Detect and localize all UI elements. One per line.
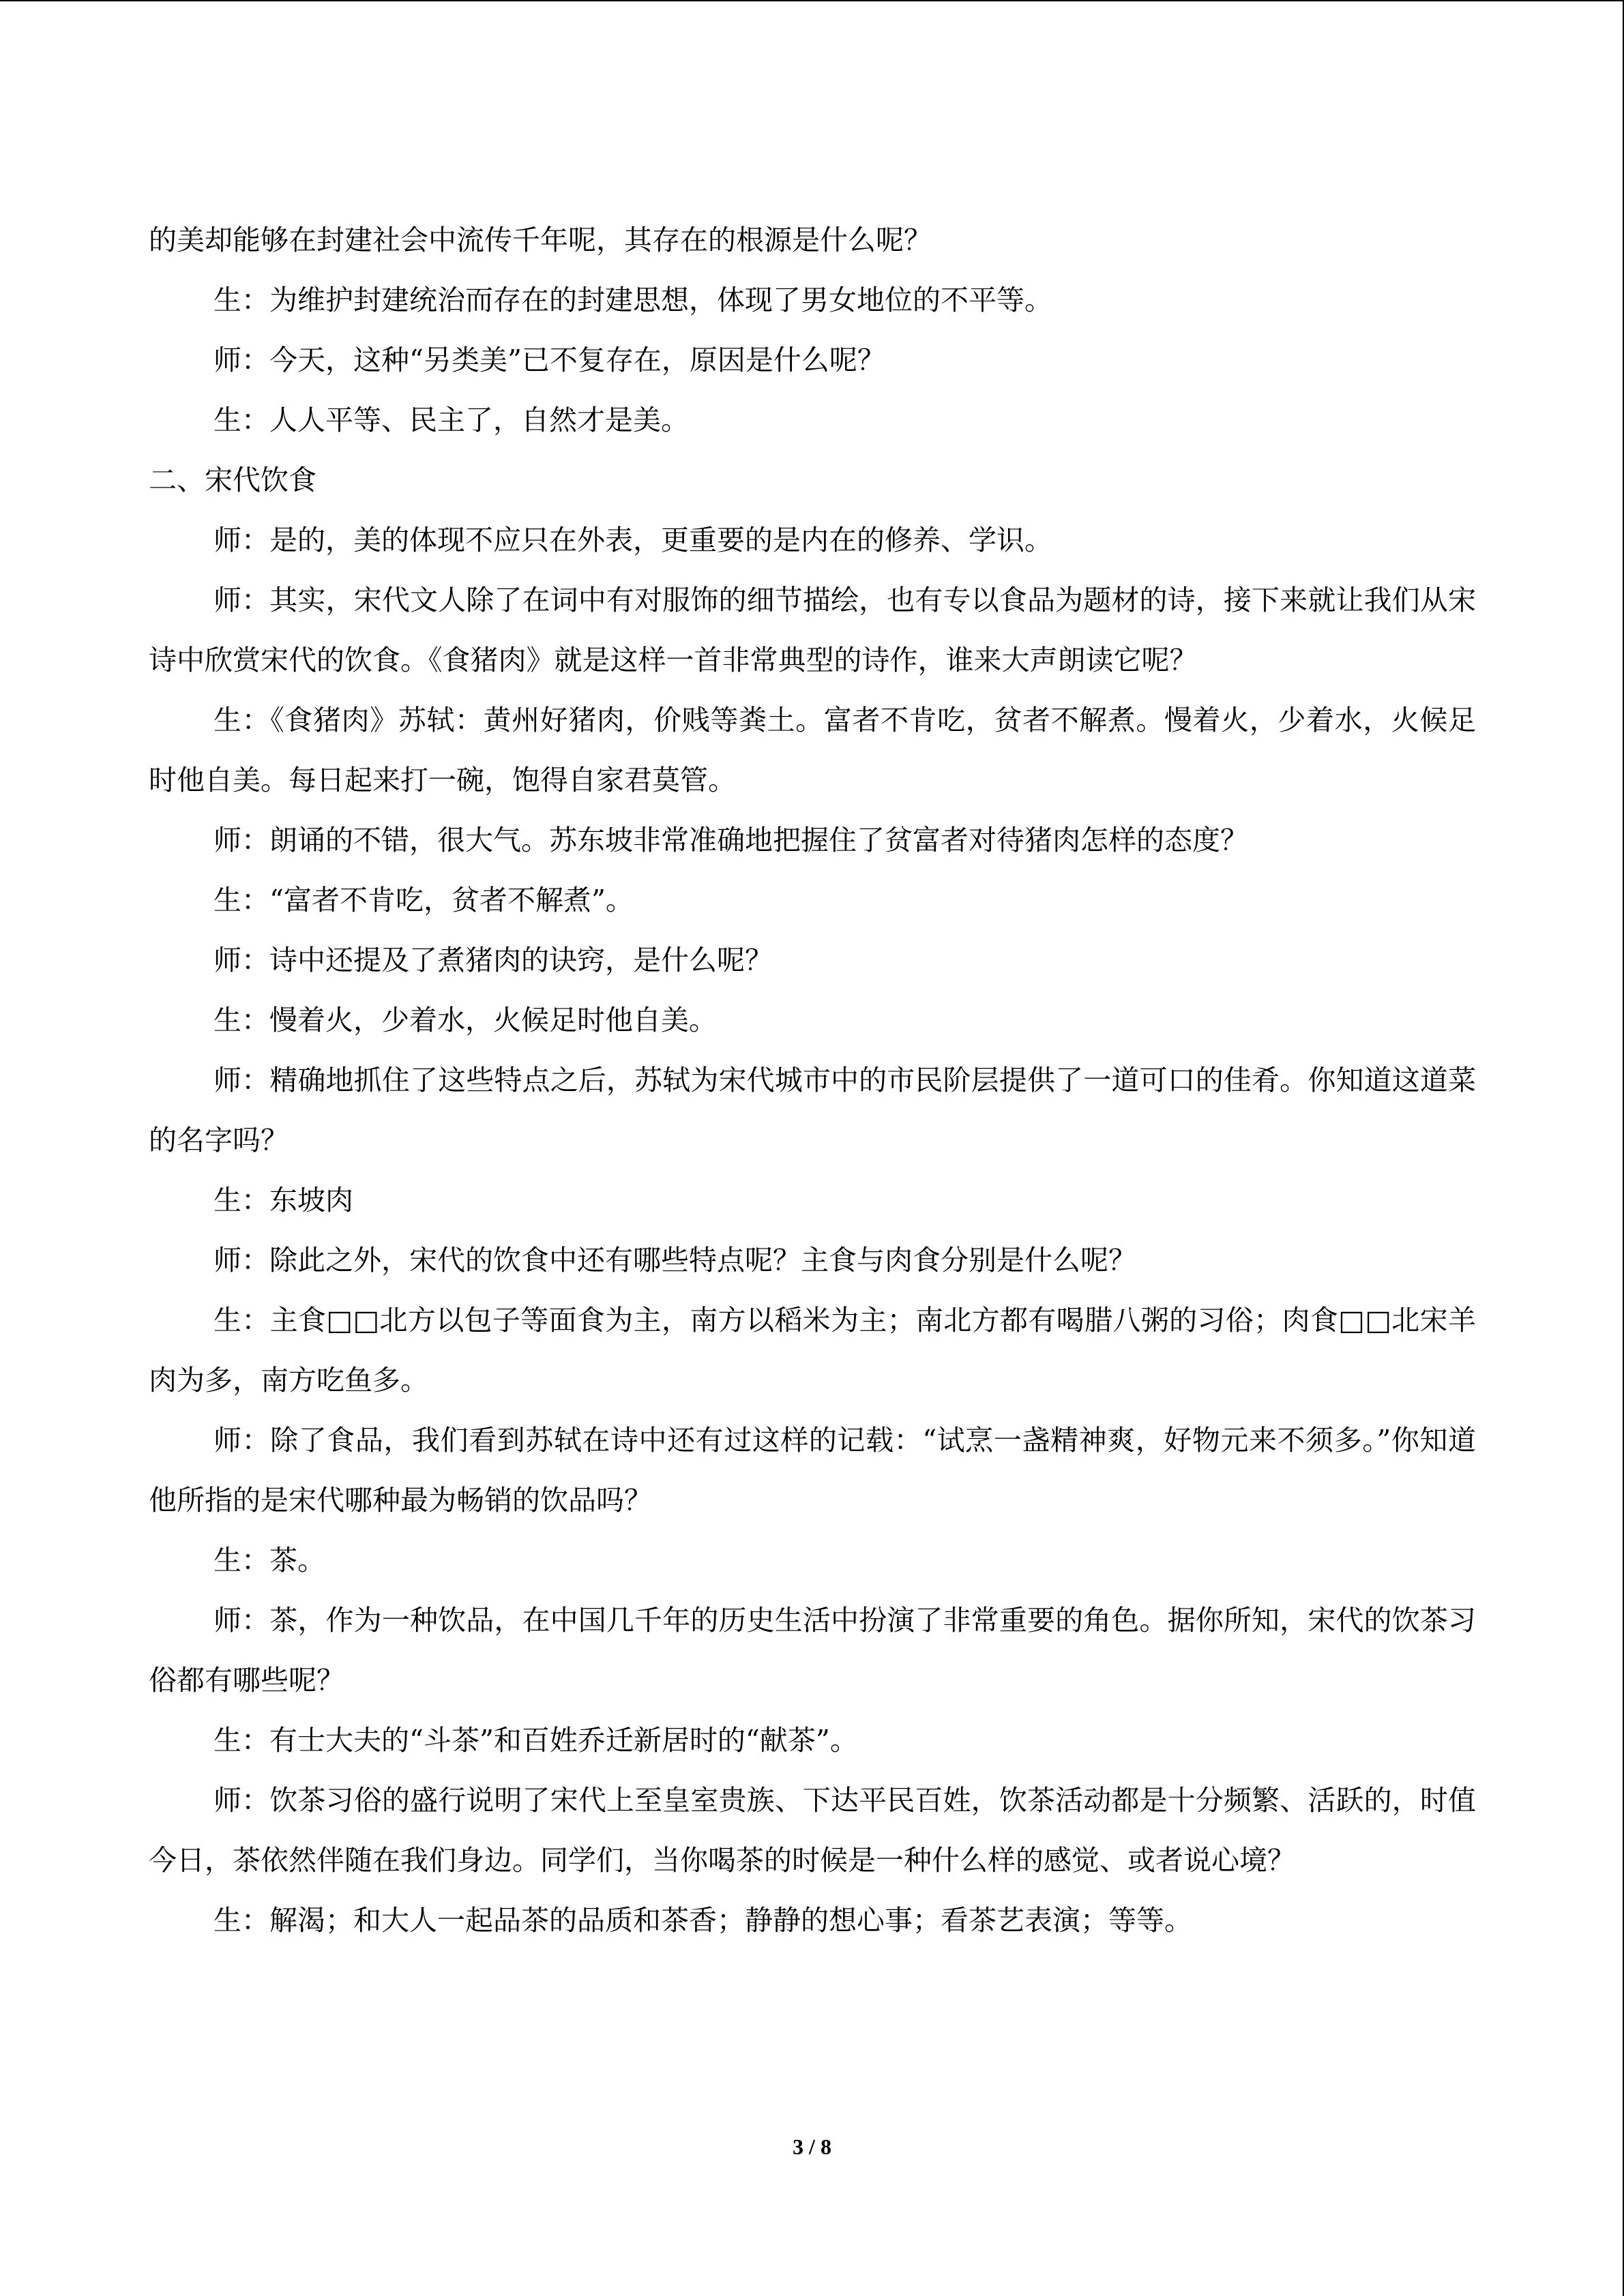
paragraph: 师：饮茶习俗的盛行说明了宋代上至皇室贵族、下达平民百姓，饮茶活动都是十分频繁、活跃的，时值今日，茶依然伴随在我们身边。同学们，当你喝茶的时候是一种什么样的感觉、或者说心境？ [149,1784,1476,1877]
paragraph: 师：今天，这种“另类美”已不复存在，原因是什么呢？ [213,344,885,376]
paragraph: 师：除此之外，宋代的饮食中还有哪些特点呢？主食与肉食分别是什么呢？ [213,1244,1136,1277]
page-number: 3 / 8 [793,2134,831,2159]
paragraph: 师：茶，作为一种饮品，在中国几千年的历史生活中扮演了非常重要的角色。据你所知，宋代的饮茶习俗都有哪些呢？ [149,1604,1476,1697]
paragraph: 生：主食□□北方以包子等面食为主，南方以稻米为主；南北方都有喝腊八粥的习俗；肉食□□北宋羊肉为多，南方吃鱼多。 [149,1304,1476,1397]
paragraph: 生：有士大夫的“斗茶”和百姓乔迁新居时的“献茶”。 [213,1724,858,1757]
paragraph: 生：解渴；和大人一起品茶的品质和茶香；静静的想心事；看茶艺表演；等等。 [213,1904,1192,1937]
paragraph: 师：其实，宋代文人除了在词中有对服饰的细节描绘，也有专以食品为题材的诗，接下来就让我们从宋诗中欣赏宋代的饮食。《食猪肉》就是这样一首非常典型的诗作，谁来大声朗读它呢？ [149,584,1476,676]
paragraph: 生：东坡肉 [213,1184,353,1217]
paragraph: 师：是的，美的体现不应只在外表，更重要的是内在的修养、学识。 [213,524,1052,556]
paragraph: 师：精确地抓住了这些特点之后，苏轼为宋代城市中的市民阶层提供了一道可口的佳肴。你知道这道菜的名字吗？ [149,1064,1476,1157]
paragraph: 师：除了食品，我们看到苏轼在诗中还有过这样的记载：“试烹一盏精神爽，好物元来不须多。”你知道他所指的是宋代哪种最为畅销的饮品吗？ [149,1424,1476,1517]
paragraph: 的美却能够在封建社会中流传千年呢，其存在的根源是什么呢？ [149,224,932,256]
paragraph: 生：为维护封建统治而存在的封建思想，体现了男女地位的不平等。 [213,284,1052,316]
paragraph: 师：诗中还提及了煮猪肉的诀窍，是什么呢？ [213,944,773,976]
document-body [149,210,1476,1950]
paragraph: 生：茶。 [213,1544,325,1577]
paragraph: 师：朗诵的不错，很大气。苏东坡非常准确地把握住了贫富者对待猪肉怎样的态度？ [213,824,1248,856]
paragraph: 生：“富者不肯吃，贫者不解煮”。 [213,884,634,916]
paragraph: 生：慢着火，少着水，火候足时他自美。 [213,1004,717,1037]
section-heading: 二、宋代饮食 [149,464,316,496]
paragraph: 生：人人平等、民主了，自然才是美。 [213,404,689,436]
page-top-border [0,0,1624,1]
paragraph: 生：《食猪肉》苏轼：黄州好猪肉，价贱等粪土。富者不肯吃，贫者不解煮。慢着火，少着水，火候足时他自美。每日起来打一碗，饱得自家君莫管。 [149,704,1476,796]
